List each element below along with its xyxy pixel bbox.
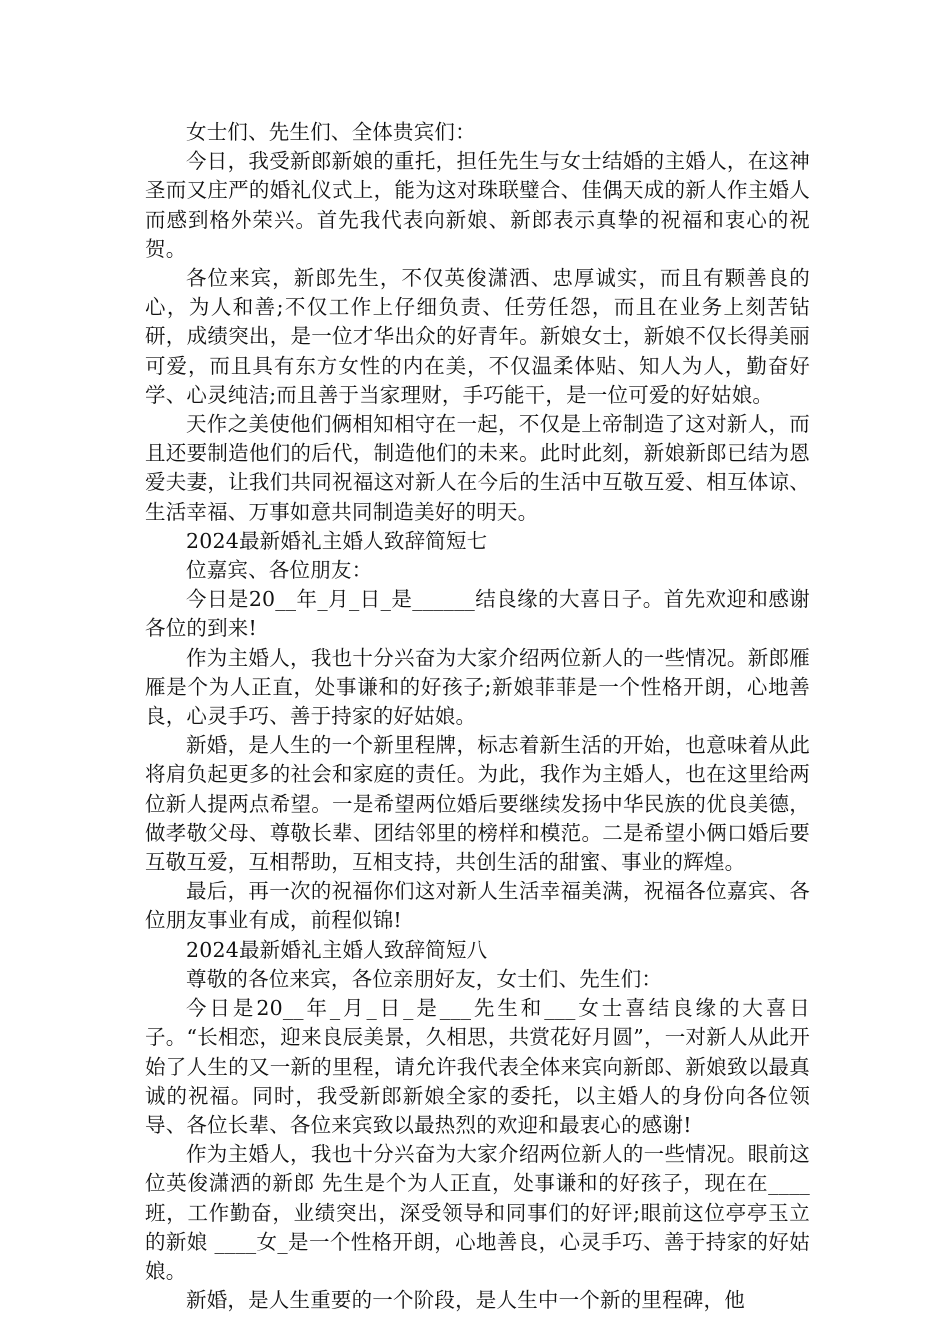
greeting-paragraph: 尊敬的各位来宾，各位亲朋好友，女士们、先生们： [186, 966, 663, 991]
greeting-paragraph: 女士们、先生们、全体贵宾们： [186, 120, 476, 144]
section-heading: 2024最新婚礼主婚人致辞简短八 [186, 937, 488, 962]
body-paragraph: 作为主婚人，我也十分兴奋为大家介绍两位新人的一些情况。新郎雁雁是个为人正直，处事谦和的好孩子;新娘菲菲是一个性格开朗，心地善良，心灵手巧、善于持家的好姑娘。 [145, 645, 810, 729]
body-paragraph: 各位来宾，新郎先生，不仅英俊潇洒、忠厚诚实，而且有颗善良的心，为人和善;不仅工作上仔细负责、任劳任怨，而且在业务上刻苦钻研，成绩突出，是一位才华出众的好青年。新娘女士，新娘不仅长得美丽可爱，而且具有东方女性的内在美，不仅温柔体贴、知人为人，勤奋好学、心灵纯洁;而且善于当家理财，手巧能干，是一位可爱的好姑娘。 [145, 266, 810, 407]
body-paragraph: 新婚，是人生重要的一个阶段，是人生中一个新的里程碑，他 [186, 1288, 745, 1313]
body-paragraph: 今日，我受新郎新娘的重托，担任先生与女士结婚的主婚人，在这神圣而又庄严的婚礼仪式上，能为这对珠联璧合、佳偶天成的新人作主婚人而感到格外荣兴。首先我代表向新娘、新郎表示真挚的祝福和衷心的祝贺。 [145, 149, 810, 261]
greeting-paragraph: 位嘉宾、各位朋友： [186, 558, 373, 583]
body-paragraph: 作为主婚人，我也十分兴奋为大家介绍两位新人的一些情况。眼前这位英俊潇洒的新郎 先生是个为人正直，处事谦和的好孩子，现在在____班，工作勤奋，业绩突出，深受领导和同事们的好评;眼前这位亭亭玉立的新娘 ____女_是一个性格开朗，心地善良，心灵手巧、善于持家的好姑娘。 [145, 1142, 810, 1283]
section-heading: 2024最新婚礼主婚人致辞简短七 [186, 528, 488, 553]
body-paragraph: 今日是20__年_月_日_是______结良缘的大喜日子。首先欢迎和感谢各位的到来! [145, 587, 810, 641]
body-paragraph: 今日是20__年_月_日_是___先生和___女士喜结良缘的大喜日子。“长相恋，迎来良辰美景，久相思，共赏花好月圆”，一对新人从此开始了人生的又一新的里程，请允许我代表全体来宾向新郎、新娘致以最真诚的祝福。同时，我受新郎新娘全家的委托，以主婚人的身份向各位领导、各位长辈、各位来宾致以最热烈的欢迎和最衷心的感谢! [145, 996, 810, 1137]
document-body [145, 118, 810, 1315]
body-paragraph: 最后，再一次的祝福你们这对新人生活幸福美满，祝福各位嘉宾、各位朋友事业有成，前程似锦! [145, 879, 810, 933]
body-paragraph: 天作之美使他们俩相知相守在一起，不仅是上帝制造了这对新人，而且还要制造他们的后代，制造他们的未来。此时此刻，新娘新郎已结为恩爱夫妻，让我们共同祝福这对新人在今后的生活中互敬互爱、相互体谅、生活幸福、万事如意共同制造美好的明天。 [145, 412, 810, 524]
body-paragraph: 新婚，是人生的一个新里程牌，标志着新生活的开始，也意味着从此将肩负起更多的社会和家庭的责任。为此，我作为主婚人，也在这里给两位新人提两点希望。一是希望两位婚后要继续发扬中华民族的优良美德，做孝敬父母、尊敬长辈、团结邻里的榜样和模范。二是希望小俩口婚后要互敬互爱，互相帮助，互相支持，共创生活的甜蜜、事业的辉煌。 [145, 733, 810, 875]
